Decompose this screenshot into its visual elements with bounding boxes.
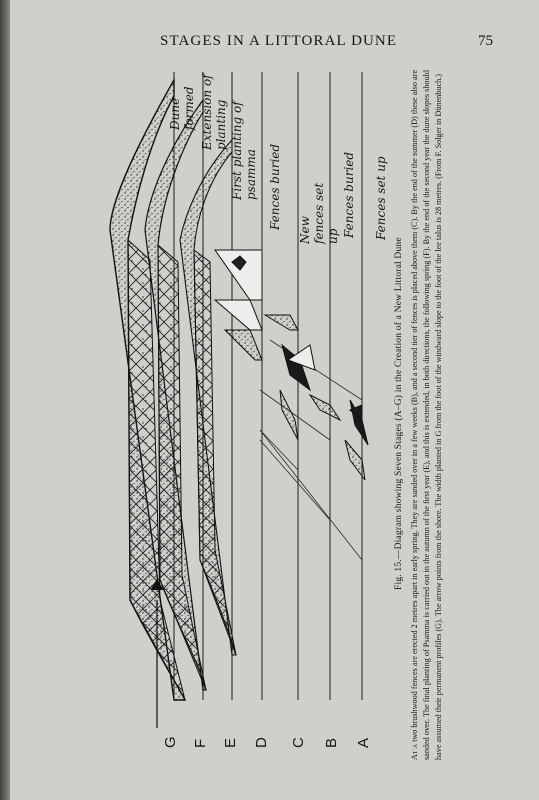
stage-label-b: B [323,737,340,748]
page-gutter-shadow [0,0,10,800]
source-credit: (From F. Solger in Dünenbuch.) [434,74,444,179]
fence-blocks-c [265,315,315,440]
stage-label-a: A [355,737,372,748]
stage-label-e: E [222,737,239,748]
annotation-dune-formed: Dune formed [168,86,196,130]
profile-connectors [260,340,362,560]
running-head-title: STAGES IN A LITTORAL DUNE [160,33,398,49]
stage-label-f: F [192,738,209,748]
description-text: two brushwood fences are erected 2 metres apart in early spring. They are sanded over in a few weeks (B), and a second tier of fences is placed above them (C). By the end of the summer (D) these also are sanded over. The final planting of Psamma is carried out in the autumn of the first year (E), and this is extended, in both directions, the following spring (F). By the end of the second year the dune slopes should have assumed their permanent profiles (G). The arrow points from the shore. The width planted in G from the foot of the windward slope to the foot of the lee talus is 28 metres. [410,70,444,760]
annotation-first-planting: First planting of psamma [230,101,258,200]
annotation-new-fences-set-up: New fences set up [298,182,340,244]
stage-label-c: C [290,737,307,748]
stage-label-d: D [253,737,270,748]
figure-caption: Fig. 15.—Diagram showing Seven Stages (A–G) in the Creation of a New Littoral Dune [394,237,404,590]
stage-label-g: G [162,736,179,748]
figure-description [409,70,446,760]
annotation-fences-buried-upper: Fences buried [268,143,282,230]
book-page [10,0,539,800]
annotation-extension-of-planting: Extension of planting [200,74,228,150]
fence-blocks-b-a [310,395,368,480]
lead-in: At a [410,744,419,760]
fence-blocks-d [215,250,262,360]
annotation-fences-buried-lower: Fences buried [342,151,356,238]
annotation-fences-set-up: Fences set up [374,156,388,240]
page-number: 75 [478,33,493,49]
